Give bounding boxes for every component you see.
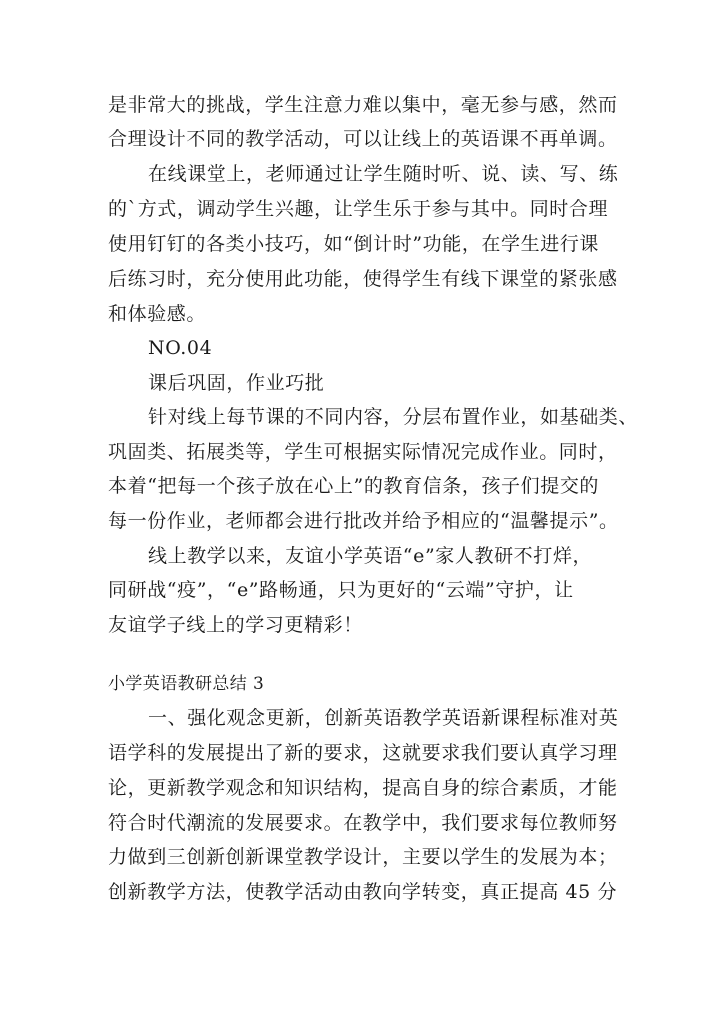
text-line: 每一份作业，老师都会进行批改并给予相应的“温馨提示”。 (108, 510, 619, 532)
text-line: 本着“把每一个孩子放在心上”的教育信条，孩子们提交的 (108, 475, 600, 497)
text-line: 后练习时，充分使用此功能，使得学生有线下课堂的紧张感 (108, 268, 618, 290)
text-line: 友谊学子线上的学习更精彩！ (108, 614, 363, 636)
text-line: 是非常大的挑战，学生注意力难以集中，毫无参与感，然而 (108, 94, 618, 116)
text-line: 在线课堂上，老师通过让学生随时听、说、读、写、练 (148, 163, 619, 185)
text-line: 同研战“疫”，“e”路畅通，只为更好的“云端”守护，让 (108, 579, 574, 601)
text-line: 的`方式，调动学生兴趣，让学生乐于参与其中。同时合理 (108, 198, 609, 220)
text-line: 语学科的发展提出了新的要求，这就要求我们要认真学习理 (108, 742, 618, 764)
text-line: 针对线上每节课的不同内容，分层布置作业，如基础类、 (148, 406, 639, 428)
text-line: 创新教学方法，使教学活动由教向学转变，真正提高 45 分 (108, 881, 618, 903)
text-line: 线上教学以来，友谊小学英语“e”家人教研不打烊， (148, 545, 593, 567)
text-line: 力做到三创新创新课堂教学设计，主要以学生的发展为本； (108, 846, 618, 868)
section-number: NO.04 (148, 337, 213, 359)
text-line: 巩固类、拓展类等，学生可根据实际情况完成作业。同时， (108, 441, 618, 463)
text-line: 合理设计不同的教学活动，可以让线上的英语课不再单调。 (108, 128, 618, 150)
text-line: 使用钉钉的各类小技巧，如“倒计时”功能，在学生进行课 (108, 233, 600, 255)
text-line: 一、强化观念更新，创新英语教学英语新课程标准对英 (148, 707, 619, 729)
text-line: 论，更新教学观念和知识结构，提高自身的综合素质，才能 (108, 777, 618, 799)
text-line: 和体验感。 (108, 303, 207, 325)
section-heading: 课后巩固，作业巧批 (148, 372, 325, 394)
section-title: 小学英语教研总结 3 (108, 674, 265, 694)
text-line: 符合时代潮流的发展要求。在教学中，我们要求每位教师努 (108, 812, 618, 834)
